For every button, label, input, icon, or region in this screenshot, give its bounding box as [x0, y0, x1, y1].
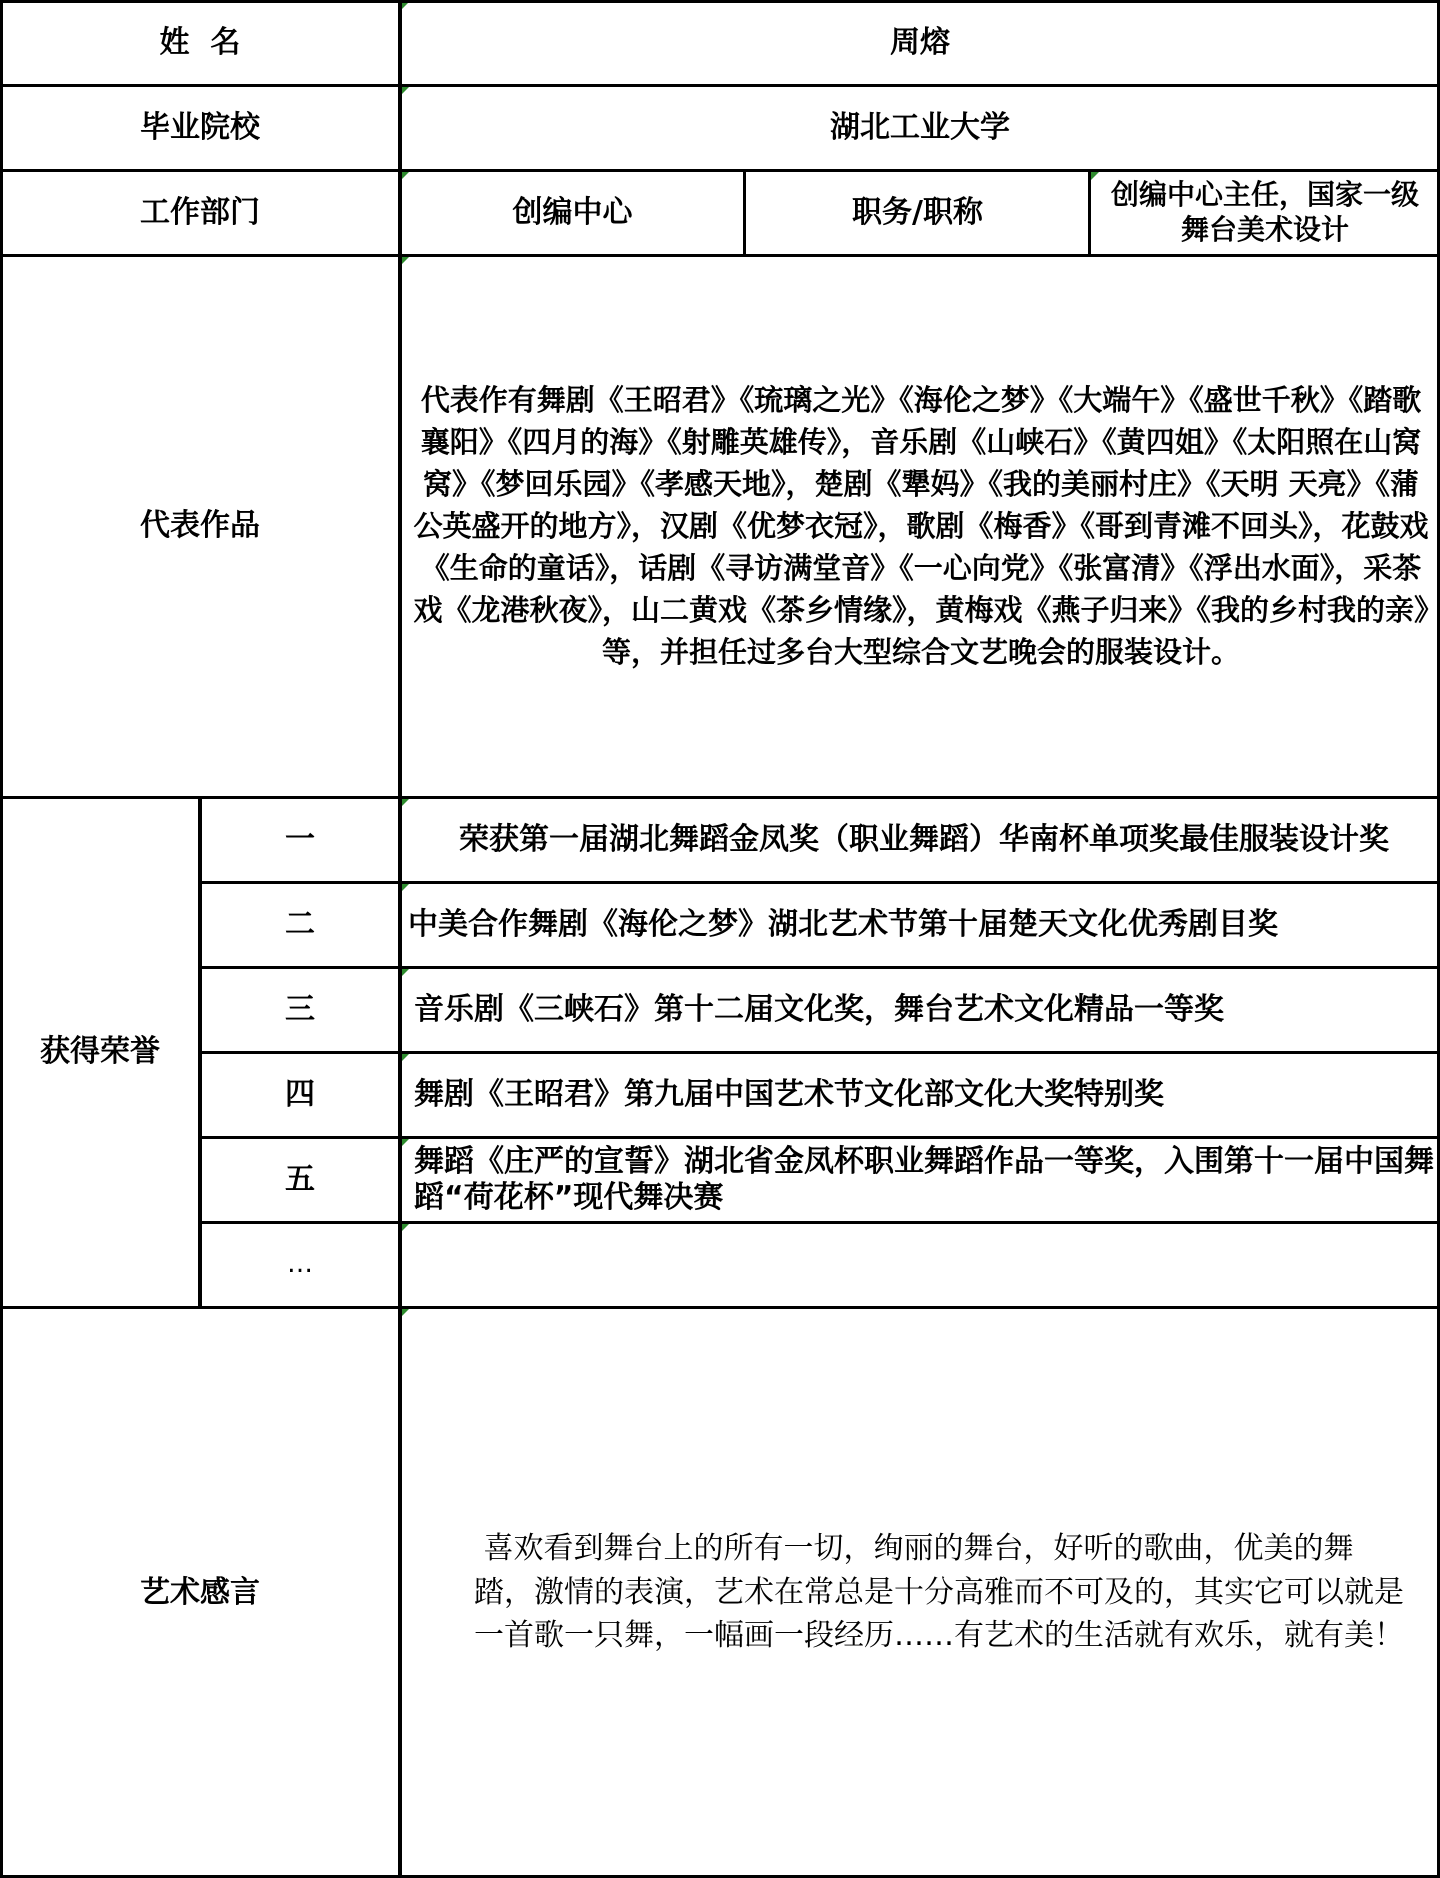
- honor-text: 荣获第一届湖北舞蹈金凤奖（职业舞蹈）华南杯单项奖最佳服装设计奖: [400, 797, 1440, 882]
- column-divider: [743, 170, 746, 255]
- honor-text: [400, 1222, 1440, 1307]
- row-divider: [0, 169, 1440, 172]
- school-label: 毕业院校: [140, 109, 260, 145]
- name-label: 姓 名: [159, 24, 241, 60]
- row-divider: [200, 1051, 1440, 1054]
- column-divider: [398, 0, 402, 1878]
- honor-index: 五: [285, 1161, 315, 1197]
- title-label: 职务/职称: [852, 194, 983, 230]
- honor-index: 一: [285, 821, 315, 857]
- honor-index: 二: [285, 906, 315, 942]
- honor-text: 中美合作舞剧《海伦之梦》湖北艺术节第十届楚天文化优秀剧目奖: [400, 882, 1440, 967]
- table-border-left: [0, 0, 3, 1878]
- name-value: 周熔: [400, 0, 1440, 85]
- table-border-top: [0, 0, 1440, 3]
- row-divider: [0, 254, 1440, 257]
- statement-text: 喜欢看到舞台上的所有一切，绚丽的舞台，好听的歌曲，优美的舞踏，激情的表演，艺术在常总是十分高雅而不可及的，其实它可以就是一首歌一只舞，一幅画一段经历……有艺术的生活就有欢乐，就有美！: [400, 1307, 1440, 1878]
- dept-value: 创编中心: [400, 170, 745, 255]
- row-divider: [0, 84, 1440, 87]
- honor-text: 音乐剧《三峡石》第十二届文化奖，舞台艺术文化精品一等奖: [400, 967, 1440, 1052]
- statement-label: 艺术感言: [140, 1574, 260, 1610]
- title-value: 创编中心主任，国家一级舞台美术设计: [1090, 170, 1440, 255]
- row-divider: [200, 1136, 1440, 1139]
- honor-index: 四: [285, 1076, 315, 1112]
- school-value: 湖北工业大学: [400, 85, 1440, 170]
- row-divider: [0, 796, 1440, 799]
- row-divider: [200, 966, 1440, 969]
- works-description: 代表作有舞剧《王昭君》《琉璃之光》《海伦之梦》《大端午》《盛世千秋》《踏歌襄阳》《四月的海》《射雕英雄传》，音乐剧《山峡石》《黄四姐》《太阳照在山窝窝》《梦回乐园》《孝感天地》，楚剧《犟妈》《我的美丽村庄》《天明 天亮》《蒲公英盛开的地方》，汉剧《优梦衣冠》，歌剧《梅香》《哥到青滩不回头》，花鼓戏《生命的童话》，话剧《寻访满堂音》《一心向党》《张富清》《浮出水面》，采茶戏《龙港秋夜》，山二黄戏《茶乡情缘》，黄梅戏《燕子归来》《我的乡村我的亲》等，并担任过多台大型综合文艺晚会的服装设计。: [400, 255, 1440, 797]
- honors-label: 获得荣誉: [40, 1034, 160, 1069]
- honor-text: 舞蹈《庄严的宣誓》湖北省金凤杯职业舞蹈作品一等奖，入围第十一届中国舞蹈“荷花杯”现代舞决赛: [400, 1137, 1440, 1222]
- works-label: 代表作品: [140, 508, 260, 543]
- row-divider: [0, 1306, 1440, 1309]
- row-divider: [200, 1221, 1440, 1224]
- honor-index: …: [287, 1248, 313, 1279]
- honor-index: 三: [285, 991, 315, 1027]
- dept-label: 工作部门: [140, 194, 260, 230]
- honor-text: 舞剧《王昭君》第九届中国艺术节文化部文化大奖特别奖: [400, 1052, 1440, 1137]
- row-divider: [200, 881, 1440, 884]
- column-divider: [1088, 170, 1091, 255]
